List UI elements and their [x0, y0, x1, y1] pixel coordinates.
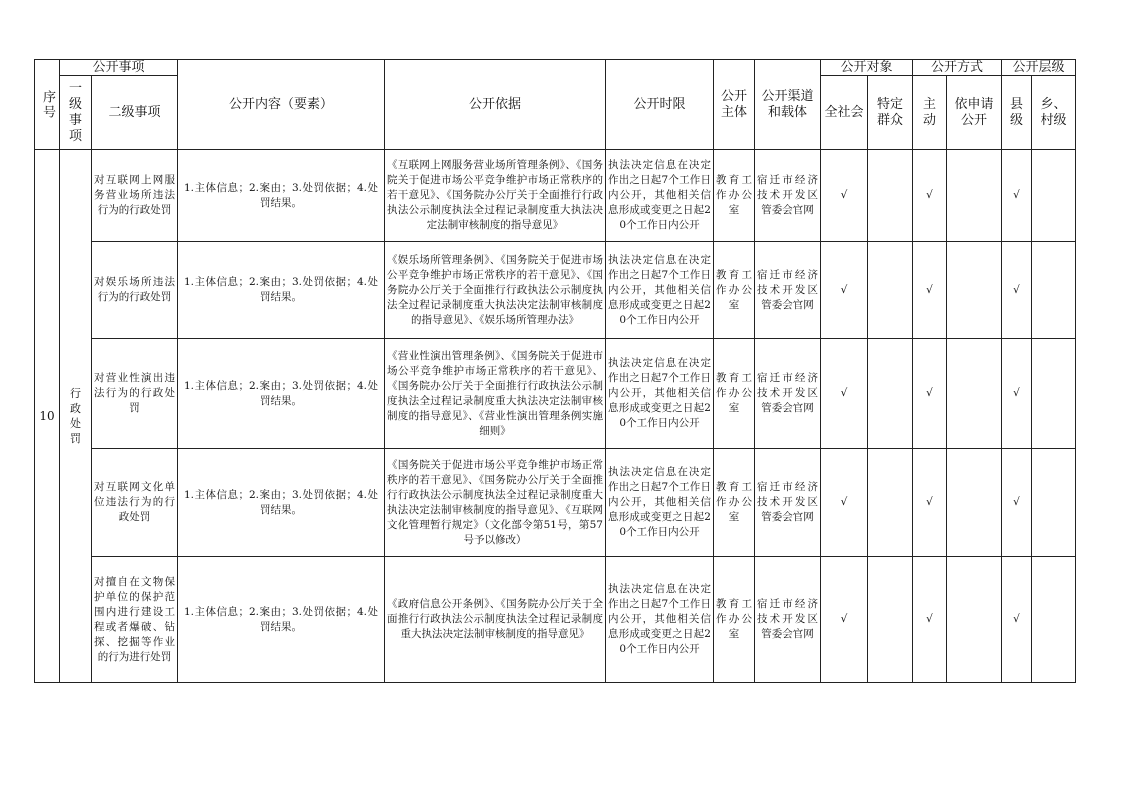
row-subject: 教育工作办公室: [714, 242, 755, 339]
table-row: [35, 449, 1076, 557]
row-subject: 教育工作办公室: [714, 449, 755, 557]
row-content: 1.主体信息；2.案由；3.处罚依据；4.处罚结果。: [178, 557, 385, 683]
row-channel: 宿迁市经济技术开发区管委会官网: [755, 339, 821, 449]
header-channel: 公开渠道和载体: [755, 60, 821, 150]
row-time-limit: 执法决定信息在决定作出之日起7个工作日内公开，其他相关信息形成或变更之日起20个工作日内公开: [606, 150, 714, 242]
row-active: √: [913, 339, 947, 449]
row-on-request: [947, 449, 1002, 557]
row-township: [1032, 557, 1076, 683]
row-basis: 《娱乐场所管理条例》、《国务院关于促进市场公平竞争维护市场正常秩序的若干意见》、《国务院办公厅关于全面推行行政执法公示制度执法全过程记录制度重大执法决定法制审核制度的指导意见》、《娱乐场所管理办法》: [385, 242, 606, 339]
header-seq: 序号: [35, 60, 60, 150]
header-level2: 二级事项: [92, 76, 178, 150]
row-basis: 《政府信息公开条例》、《国务院办公厅关于全面推行行政执法公示制度执法全过程记录制度重大执法决定法制审核制度的指导意见》: [385, 557, 606, 683]
row-on-request: [947, 339, 1002, 449]
row-township: [1032, 242, 1076, 339]
row-channel: 宿迁市经济技术开发区管委会官网: [755, 150, 821, 242]
row-level2: 对互联网上网服务营业场所违法行为的行政处罚: [92, 150, 178, 242]
header-all-society: 全社会: [821, 76, 868, 150]
header-specific-group: 特定群众: [868, 76, 913, 150]
header-method: 公开方式: [913, 60, 1002, 76]
row-county: √: [1002, 150, 1032, 242]
row-county: √: [1002, 242, 1032, 339]
row-active: √: [913, 449, 947, 557]
row-time-limit: 执法决定信息在决定作出之日起7个工作日内公开，其他相关信息形成或变更之日起20个工作日内公开: [606, 449, 714, 557]
row-specific-group: [868, 242, 913, 339]
header-public-items: 公开事项: [60, 60, 178, 76]
row-specific-group: [868, 557, 913, 683]
row-specific-group: [868, 449, 913, 557]
row-township: [1032, 449, 1076, 557]
row-township: [1032, 339, 1076, 449]
row-subject: 教育工作办公室: [714, 339, 755, 449]
row-content: 1.主体信息；2.案由；3.处罚依据；4.处罚结果。: [178, 242, 385, 339]
header-audience: 公开对象: [821, 60, 913, 76]
row-seq: 10: [35, 150, 60, 683]
row-basis: 《营业性演出管理条例》、《国务院关于促进市场公平竞争维护市场正常秩序的若干意见》、《国务院办公厅关于全面推行行政执法公示制度执法全过程记录制度重大执法决定法制审核制度的指导意见》、《营业性演出管理条例实施细则》: [385, 339, 606, 449]
row-township: [1032, 150, 1076, 242]
row-time-limit: 执法决定信息在决定作出之日起7个工作日内公开，其他相关信息形成或变更之日起20个工作日内公开: [606, 557, 714, 683]
row-time-limit: 执法决定信息在决定作出之日起7个工作日内公开，其他相关信息形成或变更之日起20个工作日内公开: [606, 242, 714, 339]
row-active: √: [913, 557, 947, 683]
row-level2: 对娱乐场所违法行为的行政处罚: [92, 242, 178, 339]
row-on-request: [947, 557, 1002, 683]
row-subject: 教育工作办公室: [714, 557, 755, 683]
row-all-society: √: [821, 150, 868, 242]
header-time-limit: 公开时限: [606, 60, 714, 150]
table-row: [35, 150, 1076, 242]
header-content: 公开内容（要素）: [178, 60, 385, 150]
row-all-society: √: [821, 339, 868, 449]
row-content: 1.主体信息；2.案由；3.处罚依据；4.处罚结果。: [178, 339, 385, 449]
header-level: 公开层级: [1002, 60, 1076, 76]
row-subject: 教育工作办公室: [714, 150, 755, 242]
row-content: 1.主体信息；2.案由；3.处罚依据；4.处罚结果。: [178, 449, 385, 557]
row-county: √: [1002, 339, 1032, 449]
row-level2: 对营业性演出违法行为的行政处罚: [92, 339, 178, 449]
row-basis: 《国务院关于促进市场公平竞争维护市场正常秩序的若干意见》、《国务院办公厅关于全面推行行政执法公示制度执法全过程记录制度重大执法决定法制审核制度的指导意见》、《互联网文化管理暂行规定》（文化部令第51号，第57号予以修改）: [385, 449, 606, 557]
header-township: 乡、村级: [1032, 76, 1076, 150]
row-county: √: [1002, 557, 1032, 683]
row-channel: 宿迁市经济技术开发区管委会官网: [755, 242, 821, 339]
row-all-society: √: [821, 449, 868, 557]
row-time-limit: 执法决定信息在决定作出之日起7个工作日内公开，其他相关信息形成或变更之日起20个工作日内公开: [606, 339, 714, 449]
row-level2: 对互联网文化单位违法行为的行政处罚: [92, 449, 178, 557]
row-channel: 宿迁市经济技术开发区管委会官网: [755, 449, 821, 557]
row-on-request: [947, 150, 1002, 242]
row-all-society: √: [821, 242, 868, 339]
header-on-request: 依申请公开: [947, 76, 1002, 150]
row-active: √: [913, 242, 947, 339]
row-county: √: [1002, 449, 1032, 557]
table-row: [35, 242, 1076, 339]
header-active: 主动: [913, 76, 947, 150]
row-specific-group: [868, 150, 913, 242]
header-basis: 公开依据: [385, 60, 606, 150]
row-all-society: √: [821, 557, 868, 683]
row-content: 1.主体信息；2.案由；3.处罚依据；4.处罚结果。: [178, 150, 385, 242]
table-row: [35, 557, 1076, 683]
header-subject: 公开主体: [714, 60, 755, 150]
header-county: 县级: [1002, 76, 1032, 150]
row-level1: 行政处罚: [60, 150, 92, 683]
row-level2: 对擅自在文物保护单位的保护范围内进行建设工程或者爆破、钻探、挖掘等作业的行为进行处罚: [92, 557, 178, 683]
row-specific-group: [868, 339, 913, 449]
row-basis: 《互联网上网服务营业场所管理条例》、《国务院关于促进市场公平竞争维护市场正常秩序的若干意见》、《国务院办公厅关于全面推行行政执法公示制度执法全过程记录制度重大执法决定法制审核制度的指导意见》: [385, 150, 606, 242]
table-row: [35, 339, 1076, 449]
row-channel: 宿迁市经济技术开发区管委会官网: [755, 557, 821, 683]
row-on-request: [947, 242, 1002, 339]
header-level1: 一级事项: [60, 76, 92, 150]
disclosure-table: [34, 59, 1076, 683]
row-active: √: [913, 150, 947, 242]
